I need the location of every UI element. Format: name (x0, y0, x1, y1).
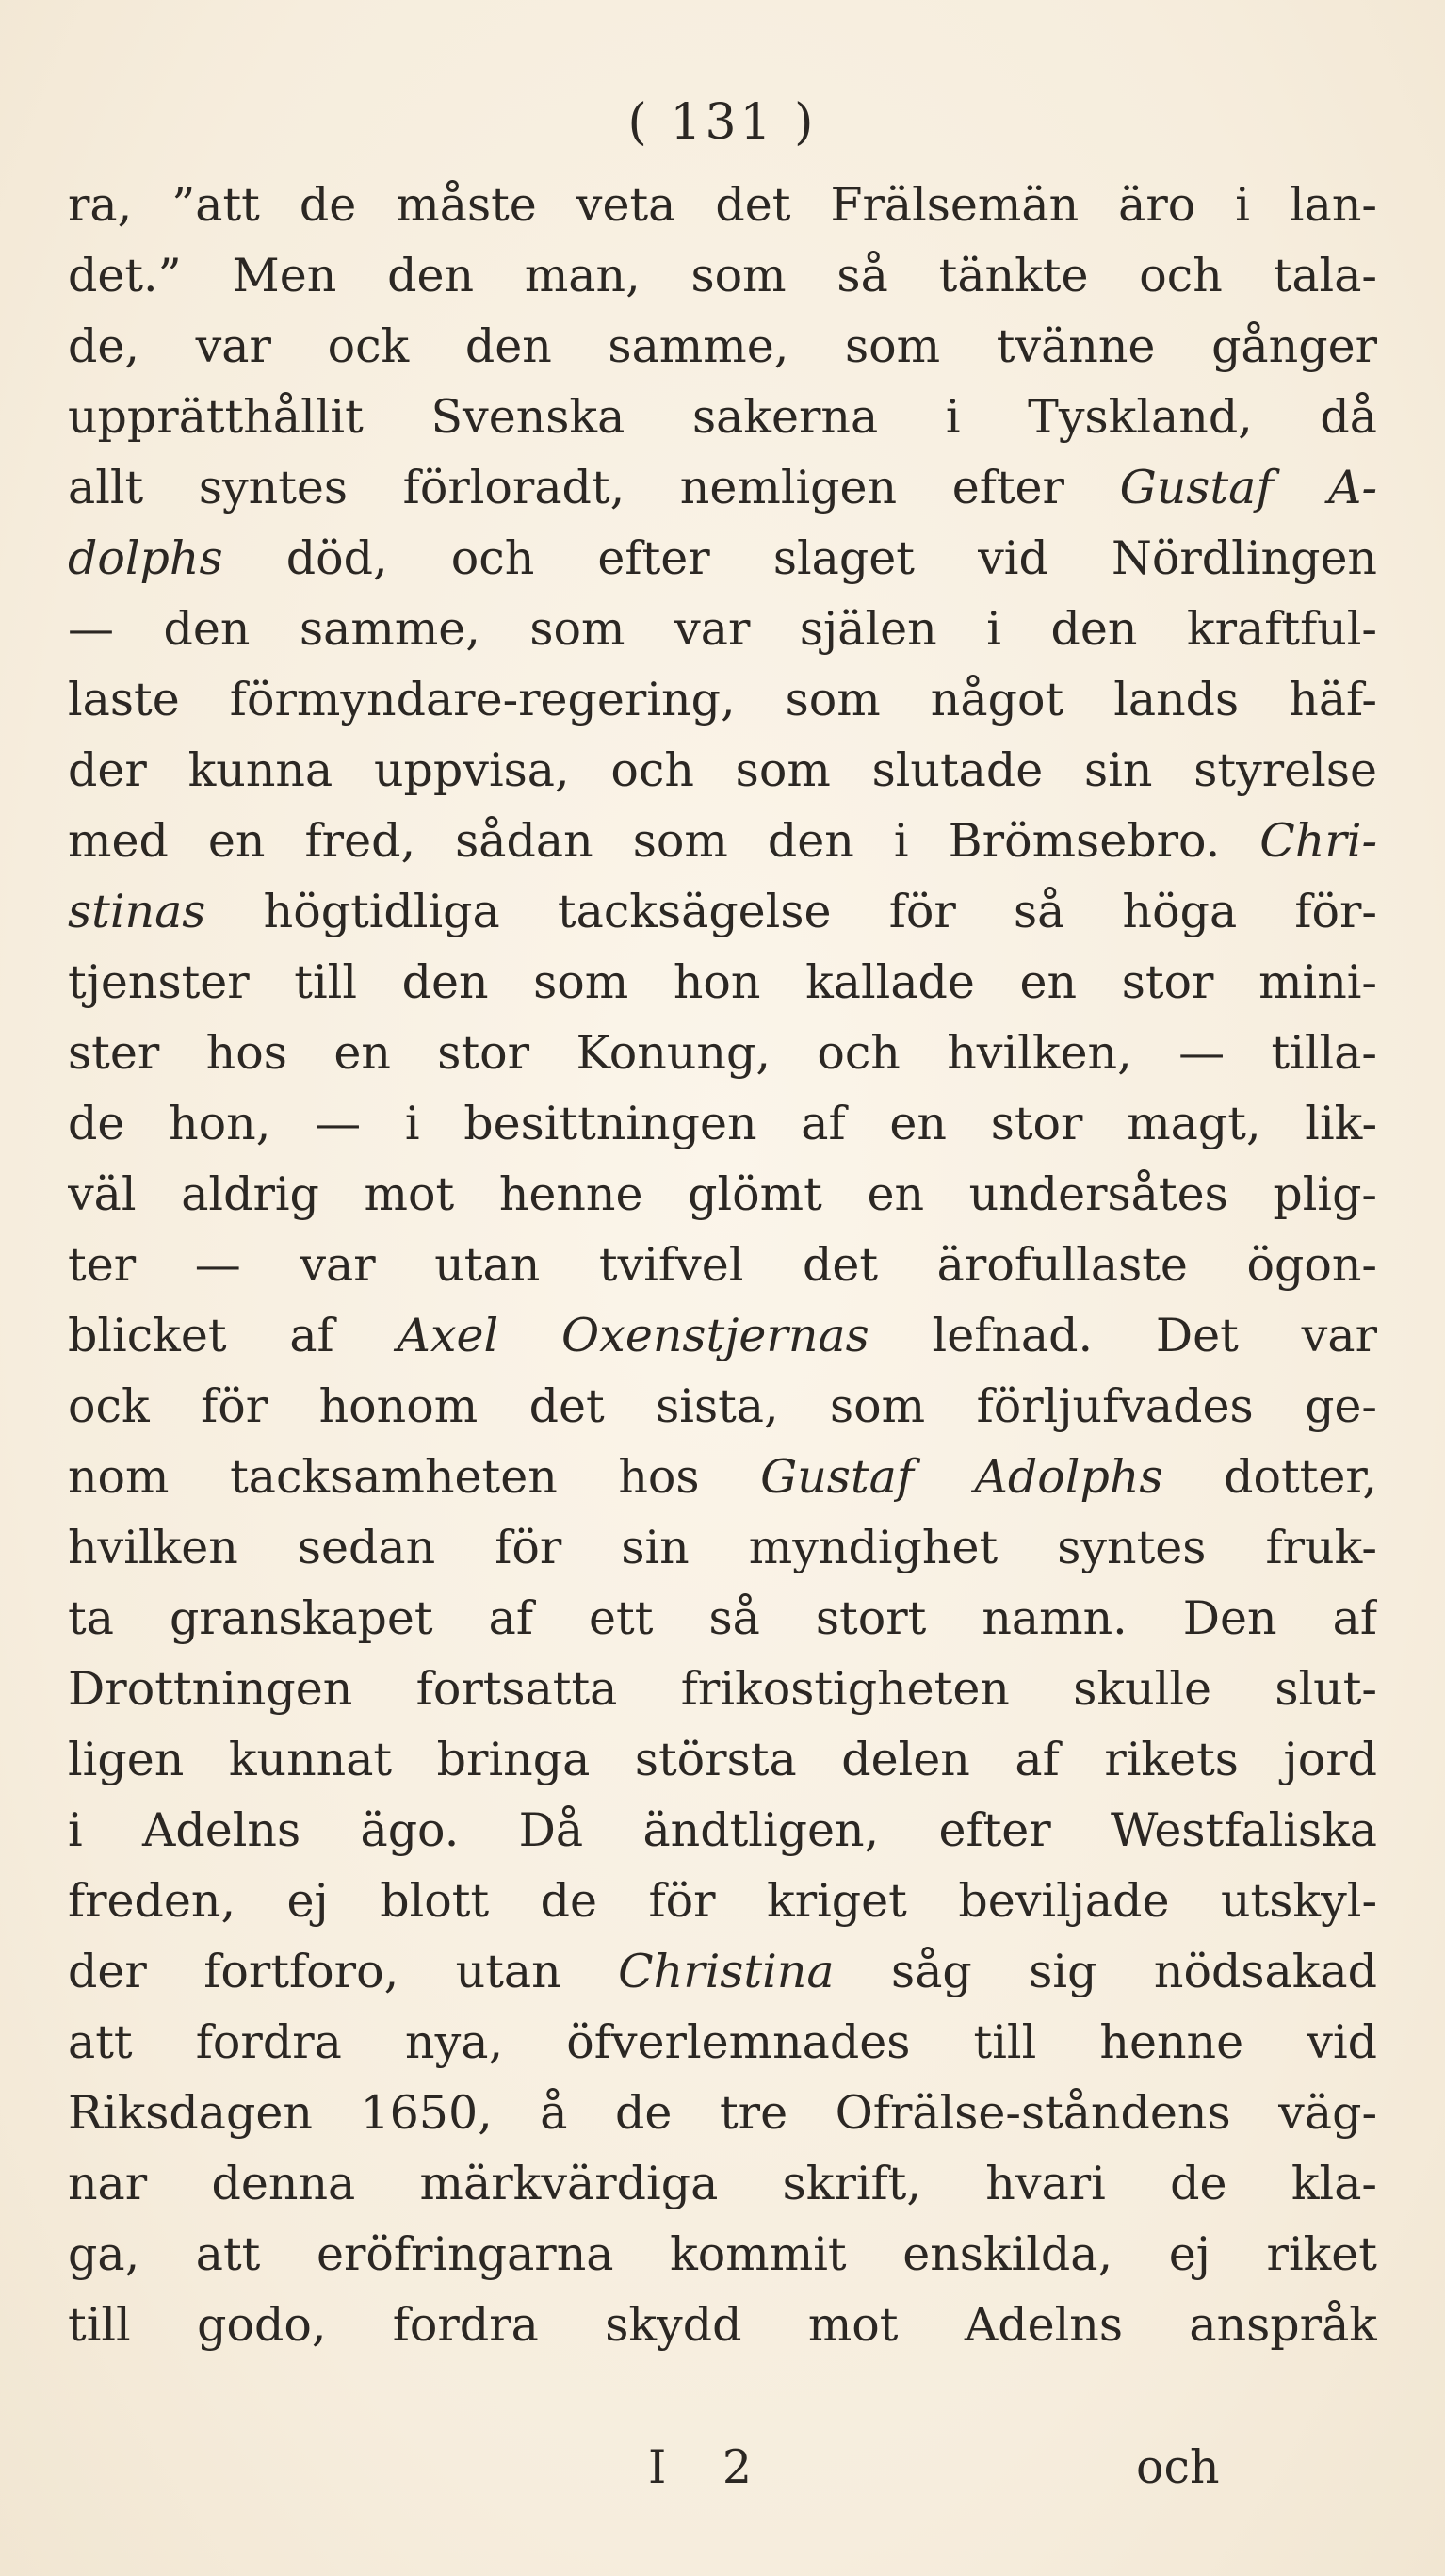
text-run: att fordra nya, öfverlemnades till henne vid (68, 2015, 1377, 2069)
text-line (68, 523, 1377, 594)
text-run: ster hos en stor Konung, och hvilken, — tilla- (68, 1026, 1377, 1080)
text-run: till godo, fordra skydd mot Adelns anspråk (68, 2298, 1377, 2352)
text-run: allt syntes förloradt, nemligen efter (68, 461, 1120, 514)
text-run: väl aldrig mot henne glömt en undersåtes plig- (68, 1167, 1377, 1221)
text-line (68, 594, 1377, 664)
text-run: dotter, (1162, 1450, 1377, 1504)
text-run: död, och efter slaget vid Nördlingen (222, 531, 1377, 585)
text-run: lefnad. Det var (869, 1309, 1377, 1362)
body-text (68, 170, 1377, 2360)
text-run: Riksdagen 1650, å de tre Ofrälse-ståndens väg- (68, 2086, 1377, 2140)
catchword: och (1136, 2440, 1220, 2494)
text-line (68, 876, 1377, 947)
text-line (68, 240, 1377, 311)
italic-name: Axel Oxenstjernas (397, 1309, 869, 1362)
text-run: upprätthållit Svenska sakerna i Tyskland, då (68, 390, 1377, 444)
text-line (68, 2219, 1377, 2290)
italic-name: Christina (618, 1945, 835, 1998)
text-run: blicket af (68, 1309, 398, 1362)
text-run: hvilken sedan för sin myndighet syntes fruk- (68, 1521, 1377, 1574)
text-run: nom tacksamheten hos (68, 1450, 761, 1504)
text-line (68, 1230, 1377, 1300)
text-run: freden, ej blott de för kriget beviljade utskyl- (68, 1874, 1377, 1928)
text-run: Drottningen fortsatta frikostigheten skulle slut- (68, 1662, 1377, 1716)
page-footer (0, 2440, 1445, 2516)
text-line (68, 1159, 1377, 1230)
text-line (68, 1371, 1377, 1442)
text-line (68, 735, 1377, 806)
text-line (68, 1018, 1377, 1088)
text-run: det.” Men den man, som så tänkte och tala- (68, 249, 1377, 302)
text-run: högtidliga tacksägelse för så höga för- (205, 885, 1377, 938)
text-line (68, 2148, 1377, 2219)
text-line (68, 452, 1377, 523)
text-run: ligen kunnat bringa största delen af rikets jord (68, 1733, 1377, 1786)
text-line (68, 170, 1377, 240)
text-line (68, 1866, 1377, 1936)
text-run: ta granskapet af ett så stort namn. Den af (68, 1591, 1377, 1645)
text-run: de hon, — i besittningen af en stor magt, lik- (68, 1097, 1377, 1150)
text-run: ter — var utan tvifvel det ärofullaste ögon- (68, 1238, 1377, 1292)
text-run: der fortforo, utan (68, 1945, 619, 1998)
italic-name: dolphs (68, 531, 223, 585)
text-line (68, 2007, 1377, 2078)
text-line (68, 1088, 1377, 1159)
italic-name: Gustaf Adolphs (760, 1450, 1163, 1504)
text-run: de, var ock den samme, som tvänne gånger (68, 319, 1377, 373)
text-line (68, 382, 1377, 452)
text-run: ga, att eröfringarna kommit enskilda, ej riket (68, 2227, 1377, 2281)
text-line (68, 2078, 1377, 2148)
text-line (68, 2290, 1377, 2360)
text-line (68, 1583, 1377, 1654)
text-line (68, 806, 1377, 876)
text-line (68, 947, 1377, 1018)
text-line (68, 1724, 1377, 1795)
text-run: i Adelns ägo. Då ändtligen, efter Westfaliska (68, 1803, 1377, 1857)
text-run: tjenster till den som hon kallade en stor mini- (68, 955, 1377, 1009)
text-line (68, 664, 1377, 735)
text-run: ock för honom det sista, som förljufvades ge- (68, 1379, 1377, 1433)
italic-name: Chri- (1259, 814, 1377, 868)
signature-mark: I 2 (648, 2440, 773, 2494)
text-run: med en fred, sådan som den i Brömsebro. (68, 814, 1260, 868)
text-run: — den samme, som var själen i den kraftful- (68, 602, 1377, 656)
text-run: såg sig nödsakad (834, 1945, 1377, 1998)
italic-name: Gustaf A- (1119, 461, 1377, 514)
text-line (68, 1654, 1377, 1724)
text-run: nar denna märkvärdiga skrift, hvari de kla- (68, 2157, 1377, 2210)
text-line (68, 1512, 1377, 1583)
text-run: laste förmyndare-regering, som något lands häf- (68, 673, 1377, 726)
italic-name: stinas (68, 885, 206, 938)
text-line (68, 1936, 1377, 2007)
text-run: ra, ”att de måste veta det Frälsemän äro i lan- (68, 178, 1377, 232)
text-line (68, 1442, 1377, 1512)
text-line (68, 1795, 1377, 1866)
page-number: ( 131 ) (627, 94, 818, 151)
text-line (68, 311, 1377, 382)
text-run: der kunna uppvisa, och som slutade sin styrelse (68, 743, 1377, 797)
text-line (68, 1300, 1377, 1371)
